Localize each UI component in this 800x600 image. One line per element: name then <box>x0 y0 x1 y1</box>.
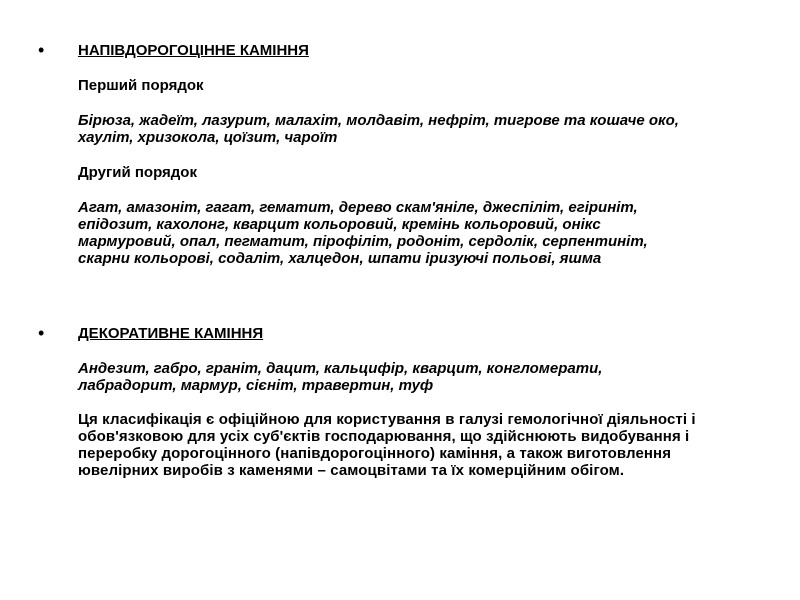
second-order-title: Другий порядок <box>78 164 197 181</box>
classification-note-line: переробку дорогоцінного (напівдорогоцінного) каміння, а також виготовлення <box>78 445 672 462</box>
bullet-semi-precious-body <box>78 42 778 267</box>
section-heading-semi-precious: НАПІВДОРОГОЦІННЕ КАМІННЯ <box>78 42 309 59</box>
decorative-list-line: Андезит, габро, граніт, дацит, кальцифір, кварцит, конгломерати, <box>78 360 603 377</box>
bullet-dot-icon: • <box>38 323 45 343</box>
bullet-dot-icon: • <box>38 40 45 60</box>
classification-note-line: Ця класифікація є офіційною для користування в галузі гемологічної діяльності і <box>78 411 696 428</box>
classification-note-line: обов'язковою для усіх суб'єктів господарювання, що здійснюють видобування і <box>78 428 690 445</box>
second-order-line: Агат, амазоніт, гагат, гематит, дерево скам'яніле, джеспіліт, егіриніт, <box>78 199 638 216</box>
classification-note-line: ювелірних виробів з каменями – самоцвітами та їх комерційним обігом. <box>78 462 625 479</box>
second-order-line: скарни кольорові, содаліт, халцедон, шпати іризуючі польові, яшма <box>78 250 602 267</box>
bullet-decorative-body <box>78 325 778 479</box>
second-order-line: епідозит, кахолонг, кварцит кольоровий, кремінь кольоровий, онікс <box>78 216 601 233</box>
section-heading-decorative: ДЕКОРАТИВНЕ КАМІННЯ <box>78 325 264 342</box>
first-order-title: Перший порядок <box>78 77 204 94</box>
decorative-list-line: лабрадорит, мармур, сієніт, травертин, туф <box>78 377 434 394</box>
second-order-line: мармуровий, опал, пегматит, пірофіліт, родоніт, сердолік, серпентиніт, <box>78 233 648 250</box>
first-order-line: Бірюза, жадеїт, лазурит, малахіт, молдавіт, нефріт, тигрове та кошаче око, <box>78 112 679 129</box>
first-order-line: хауліт, хризокола, цоїзит, чароїт <box>78 129 338 146</box>
